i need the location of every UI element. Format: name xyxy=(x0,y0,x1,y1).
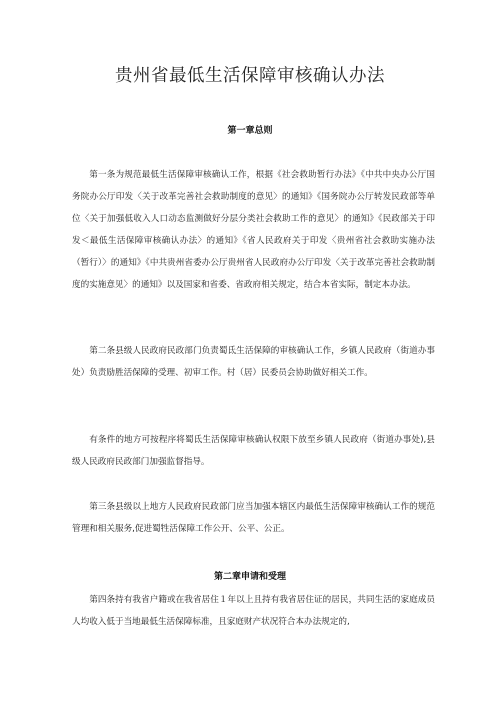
paragraph-article-1: 第一条为规范最低生活保障审核确认工作，根据《社会救助暂行办法》《中共中央办公厅国务院办公厅印发〈关于改革完善社会救助制度的意见〉的通知》《国务院办公厅转发民政部等单位〈关于加强低收入人口动态监测做好分层分类社会救助工作的意见〉的通知》《民政部关于印发＜最低生活保障审核确认办法〉的通知》《省人民政府关于印发〈贵州省社会救助实施办法（暂行）〉的通知》《中共贵州省委办公厅贵州省人民政府办公厅印发〈关于改革完善社会救助制度的实施意见〉的通知》以及国家和省委、省政府相关规定，结合本省实际，制定本办法。 xyxy=(72,170,435,290)
paragraph-article-3: 第三条县级以上地方人民政府民政部门应当加强本辖区内最低生活保障审核确认工作的规范管理和相关服务,促进蜀牲活保障工作公开、公平、公正。 xyxy=(72,502,435,534)
chapter-heading-2: 第二章申请和受理 xyxy=(213,572,286,582)
chapter-heading-1: 第一章总则 xyxy=(227,126,273,136)
paragraph-delegation: 有条件的地方可按程序将蜀氐生活保障审核确认权限下放至乡镇人民政府（街道办事处),县级人民政府民政部门加强监督指导。 xyxy=(72,435,435,467)
document-title: 贵州省最低生活保障审核确认办法 xyxy=(115,66,385,86)
paragraph-article-4: 第四条持有我省户籍或在我省居住１年以上且持有我省居住证的居民，共同生活的家庭成员人均收入低于当地最低生活保障标准，且家庭财产状况符合本办法规定的, xyxy=(72,595,435,627)
paragraph-article-2: 第二条县级人民政府民政部门负责蜀氐生活保障的审核确认工作，乡镇人民政府（街道办事处）负责励胜活保障的受理、初审工作。村（居）民委员会协助做好相关工作。 xyxy=(72,346,435,378)
